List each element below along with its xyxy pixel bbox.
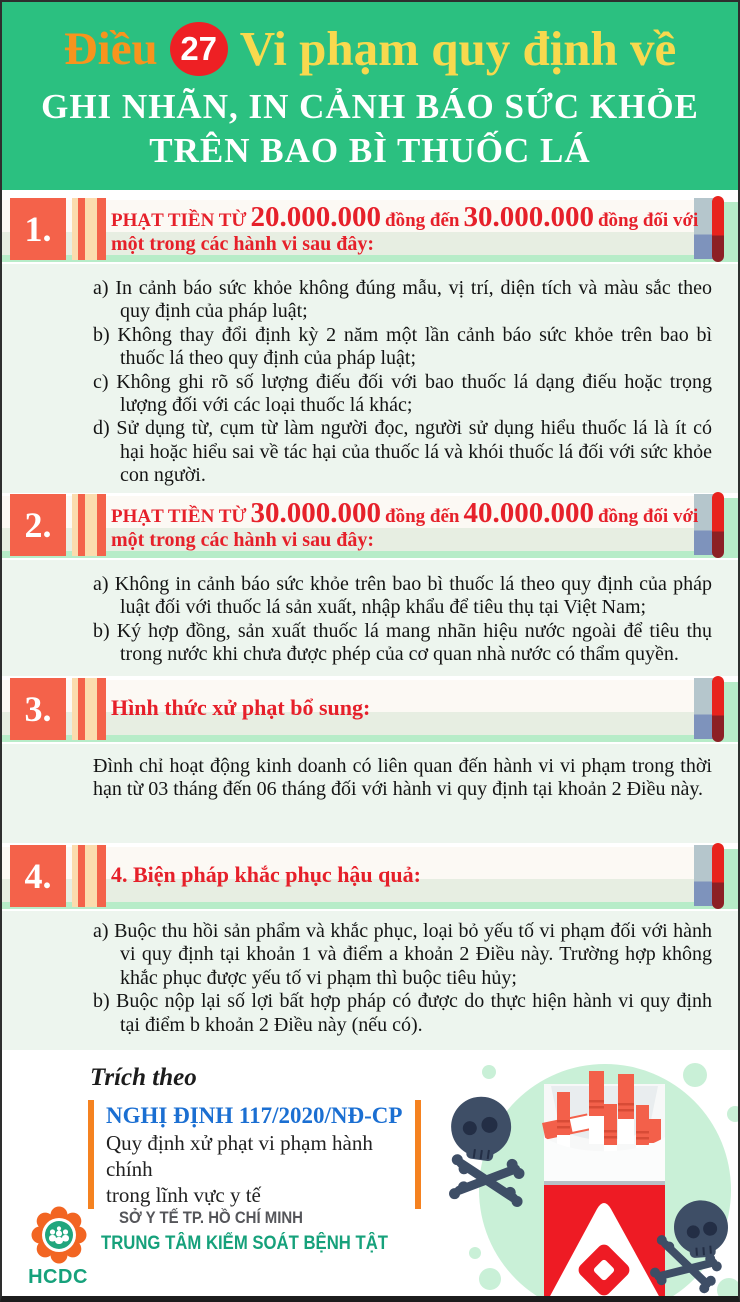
item-label: b) — [93, 990, 110, 1013]
section-4-header — [2, 843, 738, 911]
section-2-title — [111, 497, 699, 551]
item-label: d) — [93, 417, 110, 440]
org-block — [86, 1208, 389, 1255]
item-label: b) — [93, 619, 110, 642]
section-2-header — [2, 492, 738, 560]
fine-mid: đồng đến — [385, 506, 460, 527]
decree-desc-line2: trong lĩnh vực y tế — [106, 1183, 261, 1207]
banner-subtitle-line2: TRÊN BAO BÌ THUỐC LÁ — [149, 131, 591, 170]
section-4-body — [2, 911, 738, 1050]
org-line2: TRUNG TÂM KIỂM SOÁT BỆNH TẬT — [101, 1233, 389, 1254]
decor-stripes — [72, 845, 106, 907]
section-number-text: 1. — [24, 209, 52, 249]
fine-amount-1: 20.000.000 — [250, 201, 382, 233]
banner-title-rest: Vi phạm quy định về — [239, 21, 677, 76]
item-text: In cảnh báo sức khỏe không đúng mẫu, vị trí, diện tích và màu sắc theo quy định của pháp luật; — [115, 277, 713, 323]
article-number-badge — [170, 22, 228, 76]
decree-desc-line1: Quy định xử phạt vi phạm hành chính — [106, 1131, 373, 1181]
item-label: a) — [93, 920, 109, 942]
list-item — [93, 573, 712, 620]
fine-suffix: đồng đối với — [597, 210, 699, 231]
item-text: Không ghi rõ số lượng điếu đối với bao thuốc lá dạng điếu hoặc trọng lượng đối với các loại thuốc lá khác; — [116, 370, 712, 417]
decor-red-bar — [712, 676, 724, 742]
org-line1: SỞ Y TẾ TP. HỒ CHÍ MINH — [118, 1208, 304, 1227]
article-label: Điều — [63, 22, 158, 75]
section-1-header — [2, 196, 738, 264]
list-item — [93, 417, 712, 487]
fine-line2: một trong các hành vi sau đây: — [111, 529, 374, 551]
decor-stripes — [72, 198, 106, 260]
list-item — [93, 620, 712, 667]
item-text: Buộc nộp lại số lợi bất hợp pháp có được do thực hiện hành vi quy định tại điểm b khoản 2 Điều này (nếu có). — [116, 990, 713, 1036]
list-item — [93, 324, 712, 371]
paragraph: Đình chỉ hoạt động kinh doanh có liên quan đến hành vi vi phạm trong thời hạn từ 03 tháng đến 06 tháng đối với hành vi quy định tại khoản 2 Điều này. — [93, 755, 712, 801]
decree-title: NGHỊ ĐỊNH 117/2020/NĐ-CP — [106, 1103, 403, 1128]
decor-red-bar — [712, 492, 724, 558]
fine-prefix: PHẠT TIỀN TỪ — [111, 210, 247, 231]
fine-prefix: PHẠT TIỀN TỪ — [111, 506, 247, 527]
list-item — [93, 371, 712, 418]
fine-suffix: đồng đối với — [597, 506, 699, 527]
item-label: a) — [93, 277, 109, 299]
hcdc-logo-icon — [28, 1206, 90, 1264]
item-text: Không thay đổi định kỳ 2 năm một lần cảnh báo sức khỏe trên bao bì thuốc lá theo quy định của pháp luật; — [117, 323, 713, 370]
decor-stripes — [72, 494, 106, 556]
section-4-number — [10, 845, 66, 907]
list-item — [93, 990, 712, 1037]
fine-amount-1: 30.000.000 — [250, 497, 382, 529]
article-number: 27 — [180, 29, 218, 67]
fine-mid: đồng đến — [385, 210, 460, 231]
decree-box — [88, 1100, 421, 1209]
section-3-title: Hình thức xử phạt bổ sung: — [111, 694, 371, 720]
item-label: c) — [93, 370, 109, 393]
fine-amount-2: 40.000.000 — [463, 497, 594, 529]
list-item — [93, 920, 712, 990]
section-number-text: 4. — [24, 856, 52, 896]
item-text: Không in cảnh báo sức khỏe trên bao bì thuốc lá theo quy định của pháp luật đối với thuốc lá sản xuất, nhập khẩu để tiêu thụ tại Việt Nam; — [114, 573, 712, 619]
hcdc-logo-text: HCDC — [28, 1266, 88, 1288]
decor-red-bar — [712, 196, 724, 262]
section-number-text: 2. — [24, 505, 52, 545]
list-item — [93, 277, 712, 324]
item-text: Buộc thu hồi sản phẩm và khắc phục, loại bỏ yếu tố vi phạm đối với hành vi quy định tại khoản 1 và điểm a khoản 2 Điều này. Trường hợp không khắc phục được yếu tố vi phạm thì buộc tiêu hủy; — [114, 920, 713, 989]
item-text: Sử dụng từ, cụm từ làm người đọc, người sử dụng hiểu thuốc lá là ít có hại hoặc hiểu sai về tác hại của thuốc lá và khói thuốc lá đối với sức khỏe con người. — [116, 417, 713, 487]
section-2-body — [2, 560, 738, 676]
item-label: a) — [93, 573, 109, 595]
item-label: b) — [93, 323, 110, 346]
section-number-text: 3. — [24, 689, 52, 729]
cigarette-pack-icon — [542, 1071, 665, 1298]
section-1-title — [111, 201, 699, 255]
item-text: Ký hợp đồng, sản xuất thuốc lá mang nhãn hiệu nước ngoài để tiêu thụ trong nước khi chưa được phép của cơ quan nhà nước có thẩm quyền. — [116, 619, 713, 666]
banner-title-line1 — [2, 2, 738, 77]
decor-stripes — [72, 678, 106, 740]
section-3-number — [10, 678, 66, 740]
tobacco-warning-illustration — [422, 1042, 740, 1298]
section-1-number — [10, 198, 66, 260]
section-3-body — [2, 744, 738, 843]
fine-amount-2: 30.000.000 — [463, 201, 594, 233]
section-2-number — [10, 494, 66, 556]
cited-label: Trích theo — [90, 1064, 197, 1091]
decor-red-bar — [712, 843, 724, 909]
section-4-title: 4. Biện pháp khắc phục hậu quả: — [111, 861, 421, 887]
banner-subtitle-line1: GHI NHÃN, IN CẢNH BÁO SỨC KHỎE — [41, 87, 699, 126]
top-banner — [2, 2, 738, 190]
section-1-body — [2, 264, 738, 493]
section-3-header — [2, 676, 738, 744]
fine-line2: một trong các hành vi sau đây: — [111, 233, 374, 255]
